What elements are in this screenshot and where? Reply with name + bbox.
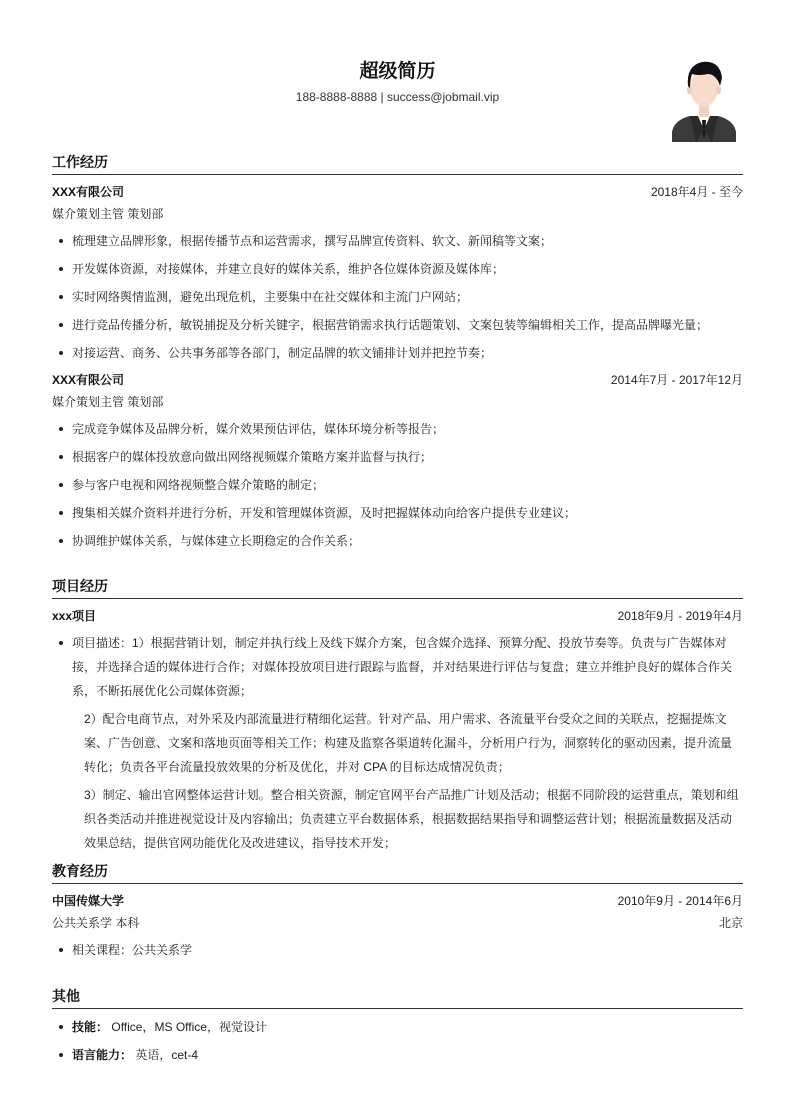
list-item: 进行竞品传播分析，敏锐捕捉及分析关键字，根据营销需求执行话题策划、文案包装等编辑相关工作，提高品牌曝光量； <box>72 313 743 337</box>
work-section <box>52 152 743 557</box>
education-details <box>52 938 743 962</box>
project-paragraph: 2）配合电商节点，对外采及内部流量进行精细化运营。针对产品、用户需求、各流量平台受众之间的关联点，挖掘提炼文案、广告创意、文案和落地页面等相关工作；构建及监察各渠道转化漏斗，分析用户行为，洞察转化的驱动因素，提升流量转化；负责各平台流量投放效果的分析及优化，并对 CPA 的目标达成情况负责； <box>84 712 733 774</box>
list-item: 协调维护媒体关系，与媒体建立长期稳定的合作关系； <box>72 529 743 553</box>
list-item: 根据客户的媒体投放意向做出网络视频媒介策略方案并监督与执行； <box>72 445 743 469</box>
list-item: 搜集相关媒介资料并进行分析，开发和管理媒体资源，及时把握媒体动向给客户提供专业建议； <box>72 501 743 525</box>
job-date: 2018年4月 - 至今 <box>650 185 743 199</box>
list-item: 梳理建立品牌形象，根据传播节点和运营需求，撰写品牌宣传资料、软文、新闻稿等文案； <box>72 229 743 253</box>
education-section <box>52 861 743 966</box>
language-label: 语言能力： <box>72 1048 133 1062</box>
skills-value: Office，MS Office，视觉设计 <box>111 1020 267 1034</box>
list-item: 开发媒体资源，对接媒体，并建立良好的媒体关系，维护各位媒体资源及媒体库； <box>72 257 743 281</box>
job-company: XXX有限公司 <box>52 185 125 199</box>
other-details <box>52 1015 743 1067</box>
skills-item <box>72 1015 743 1039</box>
job-entry <box>52 181 743 365</box>
project-details <box>52 631 743 703</box>
list-item: 实时网络舆情监测，避免出现危机，主要集中在社交媒体和主流门户网站； <box>72 285 743 309</box>
major-degree: 公共关系学 本科 <box>52 916 140 930</box>
project-name: xxx项目 <box>52 609 97 623</box>
list-item: 对接运营、商务、公共事务部等各部门，制定品牌的软文铺排计划并把控节奏； <box>72 341 743 365</box>
skills-label: 技能： <box>72 1020 109 1034</box>
language-value: 英语，cet-4 <box>135 1048 199 1062</box>
language-item <box>72 1043 743 1067</box>
job-duties <box>52 229 743 365</box>
education-city: 北京 <box>718 916 743 930</box>
job-entry <box>52 369 743 553</box>
other-section <box>52 986 743 1071</box>
project-section <box>52 576 743 855</box>
education-subrow <box>52 912 743 934</box>
education-header <box>52 890 743 912</box>
list-item: 项目描述：1）根据营销计划，制定并执行线上及线下媒介方案，包含媒介选择、预算分配、投放节奏等。负责与广告媒体对接，并选择合适的媒体进行合作；对媒体投放项目进行跟踪与监督，并对结果进行评估与复盘；建立并维护良好的媒体合作关系，不断拓展优化公司媒体资源； <box>72 631 743 703</box>
project-section-title: 项目经历 <box>52 576 743 599</box>
contact-info: 188-8888-8888 | success@jobmail.vip <box>295 90 500 104</box>
job-header <box>52 369 743 391</box>
job-company: XXX有限公司 <box>52 373 125 387</box>
person-avatar-icon <box>668 52 740 142</box>
list-item: 相关课程：公共关系学 <box>72 938 743 962</box>
other-section-title: 其他 <box>52 986 743 1009</box>
project-header <box>52 605 743 627</box>
job-header <box>52 181 743 203</box>
education-section-title: 教育经历 <box>52 861 743 884</box>
job-role: 媒介策划主管 策划部 <box>52 207 164 221</box>
resume-name: 超级简历 <box>359 61 436 82</box>
list-item: 完成竞争媒体及品牌分析，媒介效果预估评估，媒体环境分析等报告； <box>72 417 743 441</box>
job-role: 媒介策划主管 策划部 <box>52 395 164 409</box>
job-duties <box>52 417 743 553</box>
school-name: 中国传媒大学 <box>52 894 125 908</box>
job-date: 2014年7月 - 2017年12月 <box>610 373 743 387</box>
project-date: 2018年9月 - 2019年4月 <box>617 609 743 623</box>
work-section-title: 工作经历 <box>52 152 743 175</box>
education-date: 2010年9月 - 2014年6月 <box>617 894 743 908</box>
project-paragraph: 3）制定、输出官网整体运营计划。整合相关资源，制定官网平台产品推广计划及活动；根据不同阶段的运营重点，策划和组织各类活动并推进视觉设计及内容输出；负责建立平台数据体系，根据数据结果指导和调整运营计划；根据流量数据及活动效果总结，提供官网功能优化及改进建议，指导技术开发； <box>84 788 739 850</box>
list-item: 参与客户电视和网络视频整合媒介策略的制定； <box>72 473 743 497</box>
